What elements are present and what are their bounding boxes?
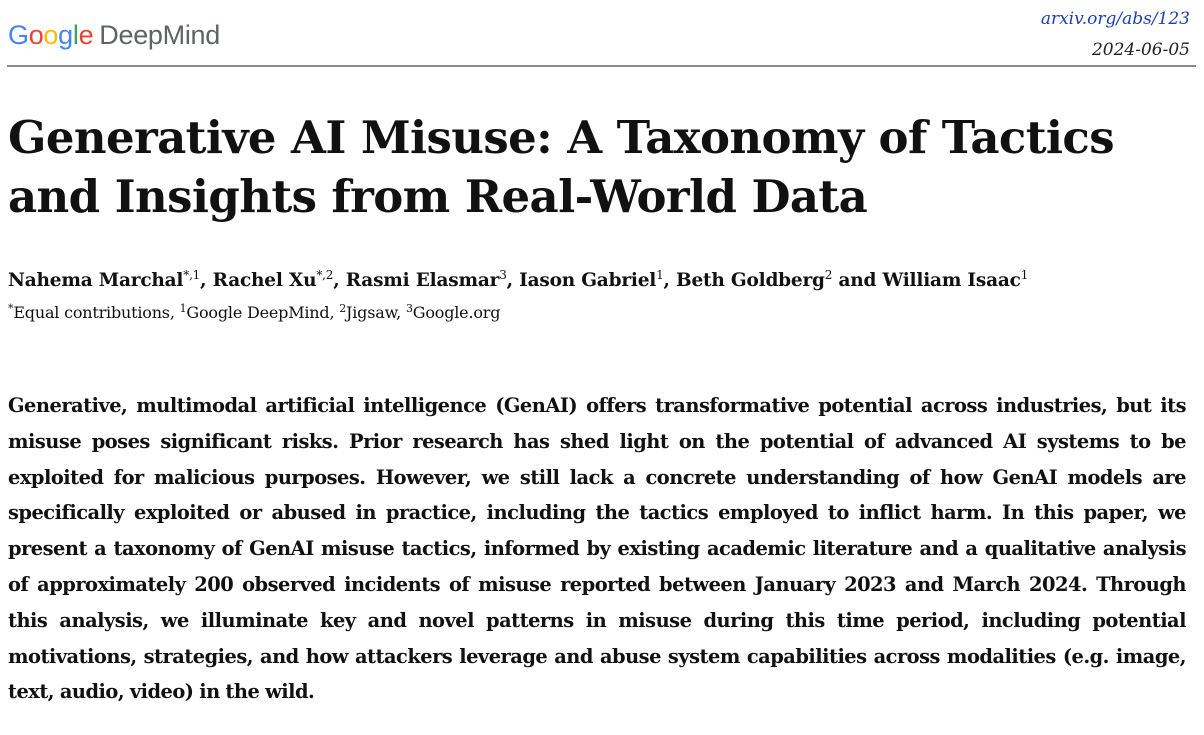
affiliation-mark: 2	[339, 302, 347, 315]
author-name: Nahema Marchal	[8, 270, 184, 291]
logo-letter: o	[43, 20, 59, 50]
logo-letter: G	[8, 20, 29, 50]
affiliation-text: Google DeepMind	[186, 303, 330, 322]
author-name: William Isaac	[882, 270, 1021, 291]
logo-letter: e	[78, 20, 94, 50]
author-name: Rasmi Elasmar	[345, 270, 500, 291]
arxiv-link[interactable]: arxiv.org/abs/123	[1040, 9, 1190, 29]
affiliation-text: Jigsaw	[346, 303, 397, 322]
logo-google-wordmark	[8, 20, 93, 50]
affiliation-list	[8, 300, 500, 326]
author-separator: ,	[333, 270, 346, 291]
logo-letter: o	[28, 20, 44, 50]
author-separator: ,	[663, 270, 677, 291]
author-separator: and	[832, 270, 883, 291]
author-affiliation-mark: *,2	[316, 268, 334, 282]
author-name: Beth Goldberg	[676, 270, 825, 291]
author-list	[8, 266, 1028, 296]
google-deepmind-logo	[8, 20, 220, 51]
paper-meta	[1041, 4, 1190, 66]
author-separator: ,	[506, 270, 520, 291]
abstract: Generative, multimodal artificial intelligence (GenAI) offers transformative potential across industries, but its misuse poses significant risks. Prior research has shed light on the potential of advanced AI systems to be exploited for malicious purposes. However, we still lack a concrete understanding of how GenAI models are specifically exploited or abused in practice, including the tactics employed to inflict harm. In this paper, we present a taxonomy of GenAI misuse tactics, informed by existing academic literature and a qualitative analysis of approximately 200 observed incidents of misuse reported between January 2023 and March 2024. Through this analysis, we illuminate key and novel patterns in misuse during this time period, including potential motivations, strategies, and how attackers leverage and abuse system capabilities across modalities (e.g. image, text, audio, video) in the wild.	[8, 394, 1186, 704]
author-affiliation-mark: 1	[1020, 268, 1029, 282]
logo-letter: g	[58, 20, 73, 50]
publication-date: 2024-06-05	[1091, 40, 1190, 60]
affiliation-text: Equal contributions	[13, 303, 170, 322]
affiliation-mark: 3	[405, 302, 413, 315]
author-affiliation-mark: 3	[499, 268, 507, 282]
author-affiliation-mark: 2	[824, 268, 833, 282]
author-name: Iason Gabriel	[519, 270, 657, 291]
header-divider	[7, 65, 1196, 67]
author-name: Rachel Xu	[212, 270, 317, 291]
author-separator: ,	[200, 270, 213, 291]
affiliation-text: Google.org	[412, 303, 501, 322]
affiliation-separator: ,	[169, 303, 180, 322]
logo-letter: l	[72, 20, 79, 50]
affiliation-mark: 1	[179, 302, 187, 315]
affiliation-separator: ,	[329, 303, 340, 322]
affiliation-mark: *	[8, 302, 14, 315]
affiliation-separator: ,	[396, 303, 406, 322]
paper-title: Generative AI Misuse: A Taxonomy of Tactics and Insights from Real-World Data	[8, 111, 1114, 223]
author-affiliation-mark: *,1	[183, 268, 201, 282]
logo-deepmind-text: DeepMind	[99, 20, 220, 50]
author-affiliation-mark: 1	[656, 268, 664, 282]
